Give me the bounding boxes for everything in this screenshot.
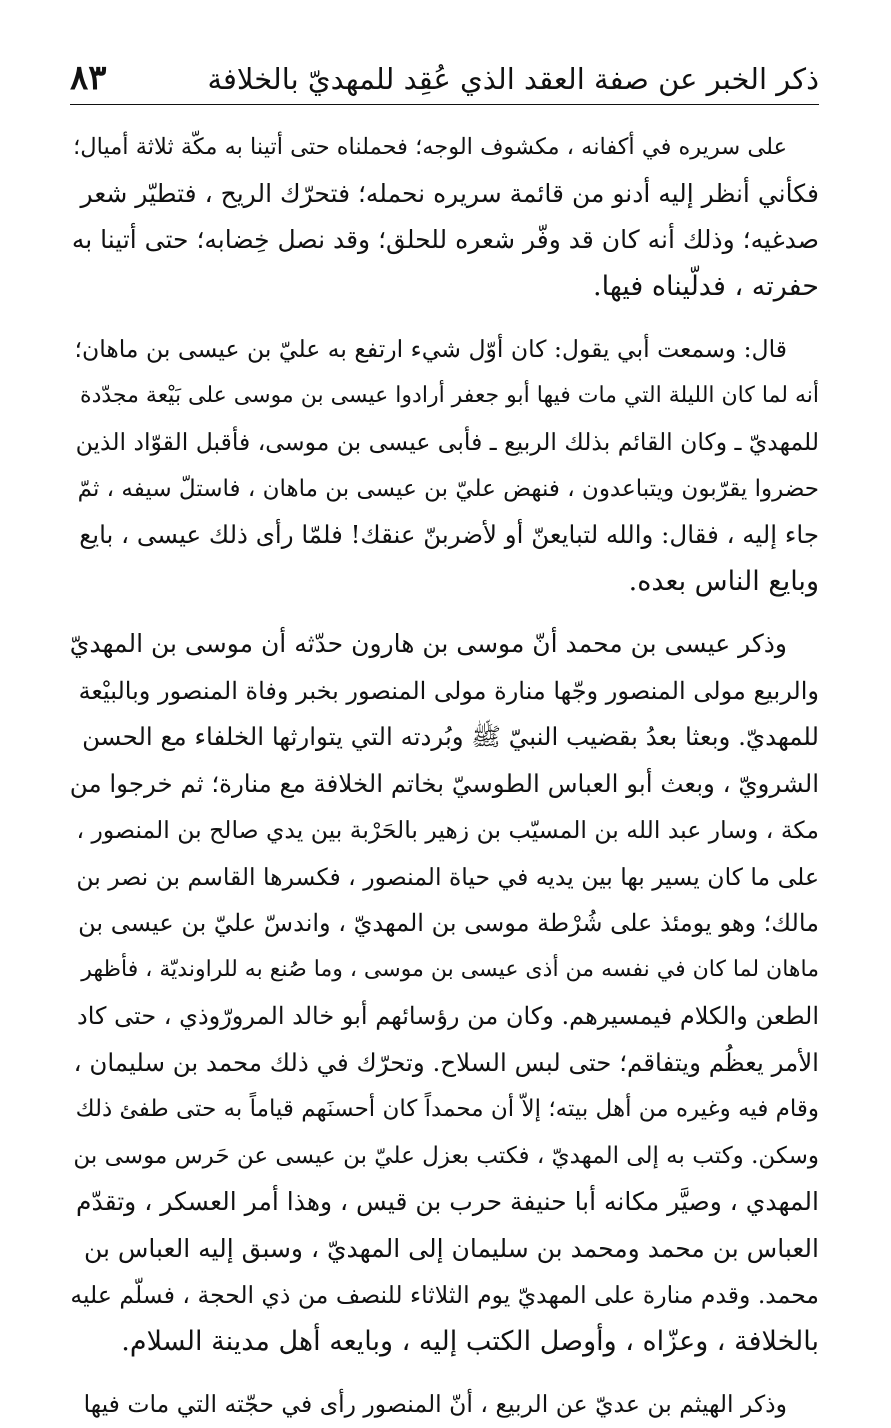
text-line: وذكر عيسى بن محمد أنّ موسى بن هارون حدّثه أن موسى بن المهديّ bbox=[69, 629, 787, 658]
text-line: والربيع مولى المنصور وجّها منارة مولى المنصور بخبر وفاة المنصور وبالبيْعة bbox=[78, 676, 819, 705]
text-line: وذكر الهيثم بن عديّ عن الربيع ، أنّ المنصور رأى في حجّته التي مات فيها bbox=[83, 1390, 787, 1418]
text-line: وبايع الناس بعده. bbox=[628, 565, 819, 597]
text-line: المهدي ، وصيَّر مكانه أبا حنيفة حرب بن قيس ، وهذا أمر العسكر ، وتقدّم bbox=[75, 1187, 819, 1216]
text-line: وسكن. وكتب به إلى المهديّ ، فكتب بعزل عليّ بن عيسى عن حَرس موسى بن bbox=[73, 1142, 819, 1169]
paragraph bbox=[70, 1381, 819, 1428]
text-line: للمهديّ. وبعثا بعدُ بقضيب النبيّ ﷺ وبُردته التي يتوارثها الخلفاء مع الحسن bbox=[82, 722, 819, 751]
text-line: العباس بن محمد ومحمد بن سليمان إلى المهديّ ، وسبق إليه العباس بن bbox=[83, 1233, 819, 1263]
paragraph bbox=[70, 621, 819, 1365]
text-line: للمهديّ ـ وكان القائم بذلك الربيع ـ فأبى عيسى بن موسى، فأقبل القوّاد الذين bbox=[75, 428, 819, 456]
running-title: ذكر الخبر عن صفة العقد الذي عُقِد للمهديّ بالخلافة bbox=[207, 62, 819, 96]
text-line: على ما كان يسير بها بين يديه في حياة المنصور ، فكسرها القاسم بن نصر بن bbox=[76, 862, 819, 891]
page-number: ٨٣ bbox=[70, 58, 107, 98]
text-line: بالخلافة ، وعزّاه ، وأوصل الكتب إليه ، وبايعه أهل مدينة السلام. bbox=[121, 1325, 819, 1357]
text-line: حفرته ، فدلّيناه فيها. bbox=[593, 270, 819, 302]
text-line: الأمر يعظُم ويتفاقم؛ حتى لبس السلاح. وتحرّك في ذلك محمد بن سليمان ، bbox=[73, 1047, 819, 1077]
text-line: جاء إليه ، فقال: والله لتبايعنّ أو لأضربنّ عنقك! فلمّا رأى ذلك عيسى ، بايع bbox=[79, 520, 819, 549]
text-line: مالك؛ وهو يومئذ على شُرْطة موسى بن المهديّ ، واندسّ عليّ بن عيسى بن bbox=[78, 909, 819, 937]
text-line: محمد. وقدم منارة على المهديّ يوم الثلاثاء للنصف من ذي الحجة ، فسلّم عليه bbox=[70, 1281, 819, 1309]
text-line: فكأني أنظر إليه أدنو من قائمة سريره نحمله؛ فتحرّك الريح ، فتطيّر شعر bbox=[80, 178, 819, 208]
text-line: مكة ، وسار عبد الله بن المسيّب بن زهير بالحَرْبة بين يدي صالح بن المنصور ، bbox=[76, 816, 819, 844]
text-line: الشرويّ ، وبعث أبو العباس الطوسيّ بخاتم الخلافة مع منارة؛ ثم خرجوا من bbox=[69, 768, 819, 798]
body-text bbox=[70, 124, 819, 1428]
text-line: صدغيه؛ وذلك أنه كان قد وفّر شعره للحلق؛ وقد نصل خِضابه؛ حتى أتينا به bbox=[71, 225, 819, 254]
paragraph bbox=[70, 124, 819, 310]
text-line: على سريره في أكفانه ، مكشوف الوجه؛ فحملناه حتى أتينا به مكّة ثلاثة أميال؛ bbox=[73, 134, 787, 160]
text-line: ماهان لما كان في نفسه من أذى عيسى بن موسى ، وما صُنع به للراونديّة ، فأظهر bbox=[81, 956, 819, 982]
text-line: الطعن والكلام فيمسيرهم. وكان من رؤسائهم أبو خالد المرورّوذي ، حتى كاد bbox=[77, 1002, 819, 1030]
text-line: قال: وسمعت أبي يقول: كان أوّل شيء ارتفع به عليّ بن عيسى بن ماهان؛ bbox=[74, 335, 787, 363]
text-line: حضروا يقرّبون ويتباعدون ، فنهض عليّ بن عيسى بن ماهان ، فاستلّ سيفه ، ثمّ bbox=[77, 475, 819, 502]
paragraph bbox=[70, 326, 819, 605]
text-line: أنه لما كان الليلة التي مات فيها أبو جعفر أرادوا عيسى بن موسى على بَيْعة مجدّدة bbox=[80, 382, 819, 408]
text-line: وقام فيه وغيره من أهل بيته؛ إلاّ أن محمداً كان أحسنَهم قياماً به حتى طفئ ذلك bbox=[75, 1096, 819, 1122]
running-header bbox=[70, 60, 819, 105]
